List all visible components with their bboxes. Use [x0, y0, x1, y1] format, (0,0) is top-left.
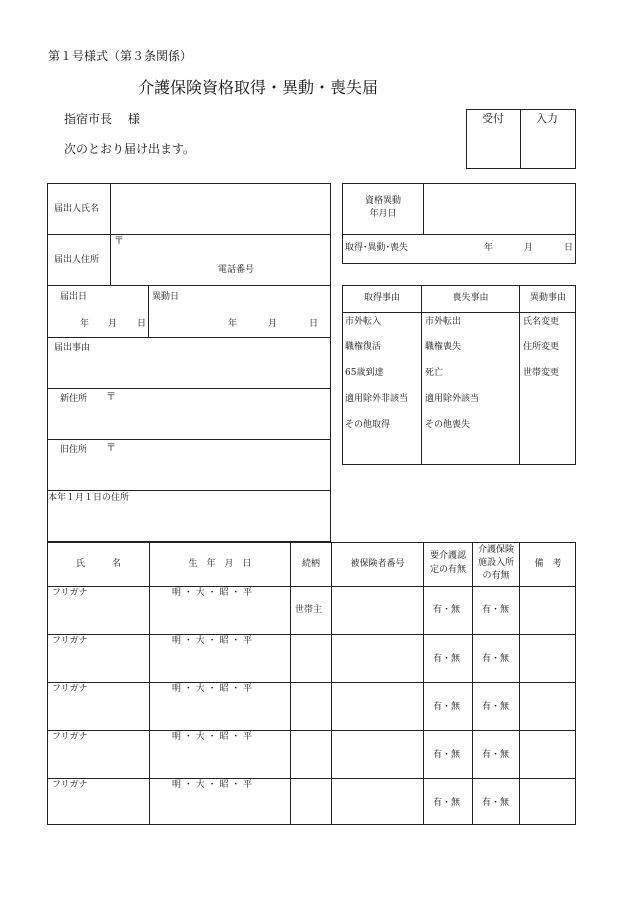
- acquisition-reason-item[interactable]: 市外転入: [345, 317, 382, 327]
- col-header-insured-number: 被保険者番号: [350, 559, 405, 569]
- col-header-facility: 介護保険: [477, 545, 514, 555]
- jan1-address-label: 本年１月１日の住所: [48, 493, 130, 503]
- acquisition-reason-item[interactable]: 適用除外非該当: [345, 394, 409, 404]
- era-selector[interactable]: 明 ・ 大 ・ 昭 ・ 平: [172, 588, 253, 598]
- acquisition-reason-item[interactable]: 65歳到達: [345, 368, 384, 378]
- report-date-year: 年: [80, 319, 90, 329]
- applicant-address-label: 届出人住所: [54, 255, 100, 265]
- change-date-month: 月: [268, 319, 278, 329]
- era-selector[interactable]: 明 ・ 大 ・ 昭 ・ 平: [172, 780, 253, 790]
- care-need-yes-no[interactable]: 有・無: [433, 654, 461, 664]
- qualification-date-label-2: 年月日: [369, 209, 397, 219]
- phone-label: 電話番号: [218, 265, 255, 275]
- form-number: 第１号様式（第３条関係）: [48, 49, 193, 63]
- report-reason-label: 届出事由: [54, 343, 91, 353]
- report-date-day: 日: [137, 319, 147, 329]
- change-date-field[interactable]: [149, 286, 330, 336]
- postal-mark: 〒: [114, 236, 124, 247]
- furigana-label: フリガナ: [52, 588, 88, 598]
- loss-reason-item[interactable]: 職権喪失: [425, 342, 462, 352]
- relation-head-of-household: 世帯主: [295, 605, 323, 615]
- col-header-care-need: 要介護認: [429, 551, 466, 561]
- change-reason-item[interactable]: 住所変更: [523, 342, 560, 352]
- report-date-label: 届出日: [60, 292, 88, 302]
- change-date-year: 年: [228, 319, 238, 329]
- qualification-month: 月: [524, 243, 534, 253]
- applicant-address-field[interactable]: [111, 235, 330, 285]
- loss-reason-item[interactable]: 適用除外該当: [425, 394, 480, 404]
- facility-yes-no[interactable]: 有・無: [482, 702, 510, 712]
- change-date-label: 異動日: [152, 292, 180, 302]
- era-selector[interactable]: 明 ・ 大 ・ 昭 ・ 平: [172, 636, 253, 646]
- facility-yes-no[interactable]: 有・無: [482, 605, 510, 615]
- new-address-label: 新住所: [60, 394, 88, 404]
- facility-yes-no[interactable]: 有・無: [482, 654, 510, 664]
- col-header-birth: 生 年 月 日: [188, 559, 252, 569]
- acquisition-reason-item[interactable]: 職権復活: [345, 342, 382, 352]
- jan1-address-field[interactable]: [48, 505, 330, 541]
- qualification-year: 年: [484, 243, 494, 253]
- qualification-date-field[interactable]: [424, 184, 575, 234]
- old-address-label: 旧住所: [60, 445, 88, 455]
- furigana-label: フリガナ: [52, 780, 88, 790]
- qualification-date-label-1: 資格異動: [364, 196, 401, 206]
- new-address-postal-mark: 〒: [106, 392, 116, 403]
- persons-table: [47, 542, 576, 825]
- care-need-yes-no[interactable]: 有・無: [433, 750, 461, 760]
- facility-yes-no[interactable]: 有・無: [482, 750, 510, 760]
- change-date-day: 日: [309, 319, 319, 329]
- report-reason-field[interactable]: [48, 338, 330, 388]
- qualification-type-label: 取得･異動･喪失: [345, 243, 409, 253]
- report-date-field[interactable]: [48, 286, 147, 336]
- loss-reason-header: 喪失事由: [452, 293, 489, 303]
- col-header-relation: 続柄: [301, 559, 320, 569]
- care-need-yes-no[interactable]: 有・無: [433, 798, 461, 808]
- change-reason-item[interactable]: 世帯変更: [523, 368, 560, 378]
- care-need-yes-no[interactable]: 有・無: [433, 605, 461, 615]
- loss-reason-item[interactable]: 死亡: [425, 368, 444, 378]
- loss-reason-item[interactable]: その他喪失: [425, 420, 471, 430]
- stamp-input-label: 入力: [536, 112, 558, 125]
- change-reason-item[interactable]: 氏名変更: [523, 317, 560, 327]
- new-address-field[interactable]: [48, 389, 330, 439]
- stamp-divider: [520, 109, 521, 169]
- furigana-label: フリガナ: [52, 732, 88, 742]
- furigana-label: フリガナ: [52, 684, 88, 694]
- old-address-field[interactable]: [48, 440, 330, 490]
- addressee: 指宿市長 様: [64, 112, 140, 126]
- acquisition-reason-header: 取得事由: [363, 293, 400, 303]
- facility-yes-no[interactable]: 有・無: [482, 798, 510, 808]
- col-header-remarks: 備 考: [534, 559, 562, 569]
- furigana-label: フリガナ: [52, 636, 88, 646]
- stamp-reception-label: 受付: [482, 112, 504, 125]
- era-selector[interactable]: 明 ・ 大 ・ 昭 ・ 平: [172, 684, 253, 694]
- form-title: 介護保険資格取得・異動・喪失届: [138, 78, 379, 97]
- loss-reason-item[interactable]: 市外転出: [425, 317, 462, 327]
- applicant-name-field[interactable]: [111, 184, 330, 234]
- applicant-name-label: 届出人氏名: [54, 204, 100, 214]
- change-reason-header: 異動事由: [529, 293, 566, 303]
- qualification-day: 日: [564, 243, 574, 253]
- col-header-name: 氏 名: [75, 559, 121, 569]
- intro-text: 次のとおり届け出ます。: [64, 142, 196, 156]
- era-selector[interactable]: 明 ・ 大 ・ 昭 ・ 平: [172, 732, 253, 742]
- old-address-postal-mark: 〒: [106, 443, 116, 454]
- care-need-yes-no[interactable]: 有・無: [433, 702, 461, 712]
- acquisition-reason-item[interactable]: その他取得: [345, 420, 391, 430]
- report-date-month: 月: [108, 319, 118, 329]
